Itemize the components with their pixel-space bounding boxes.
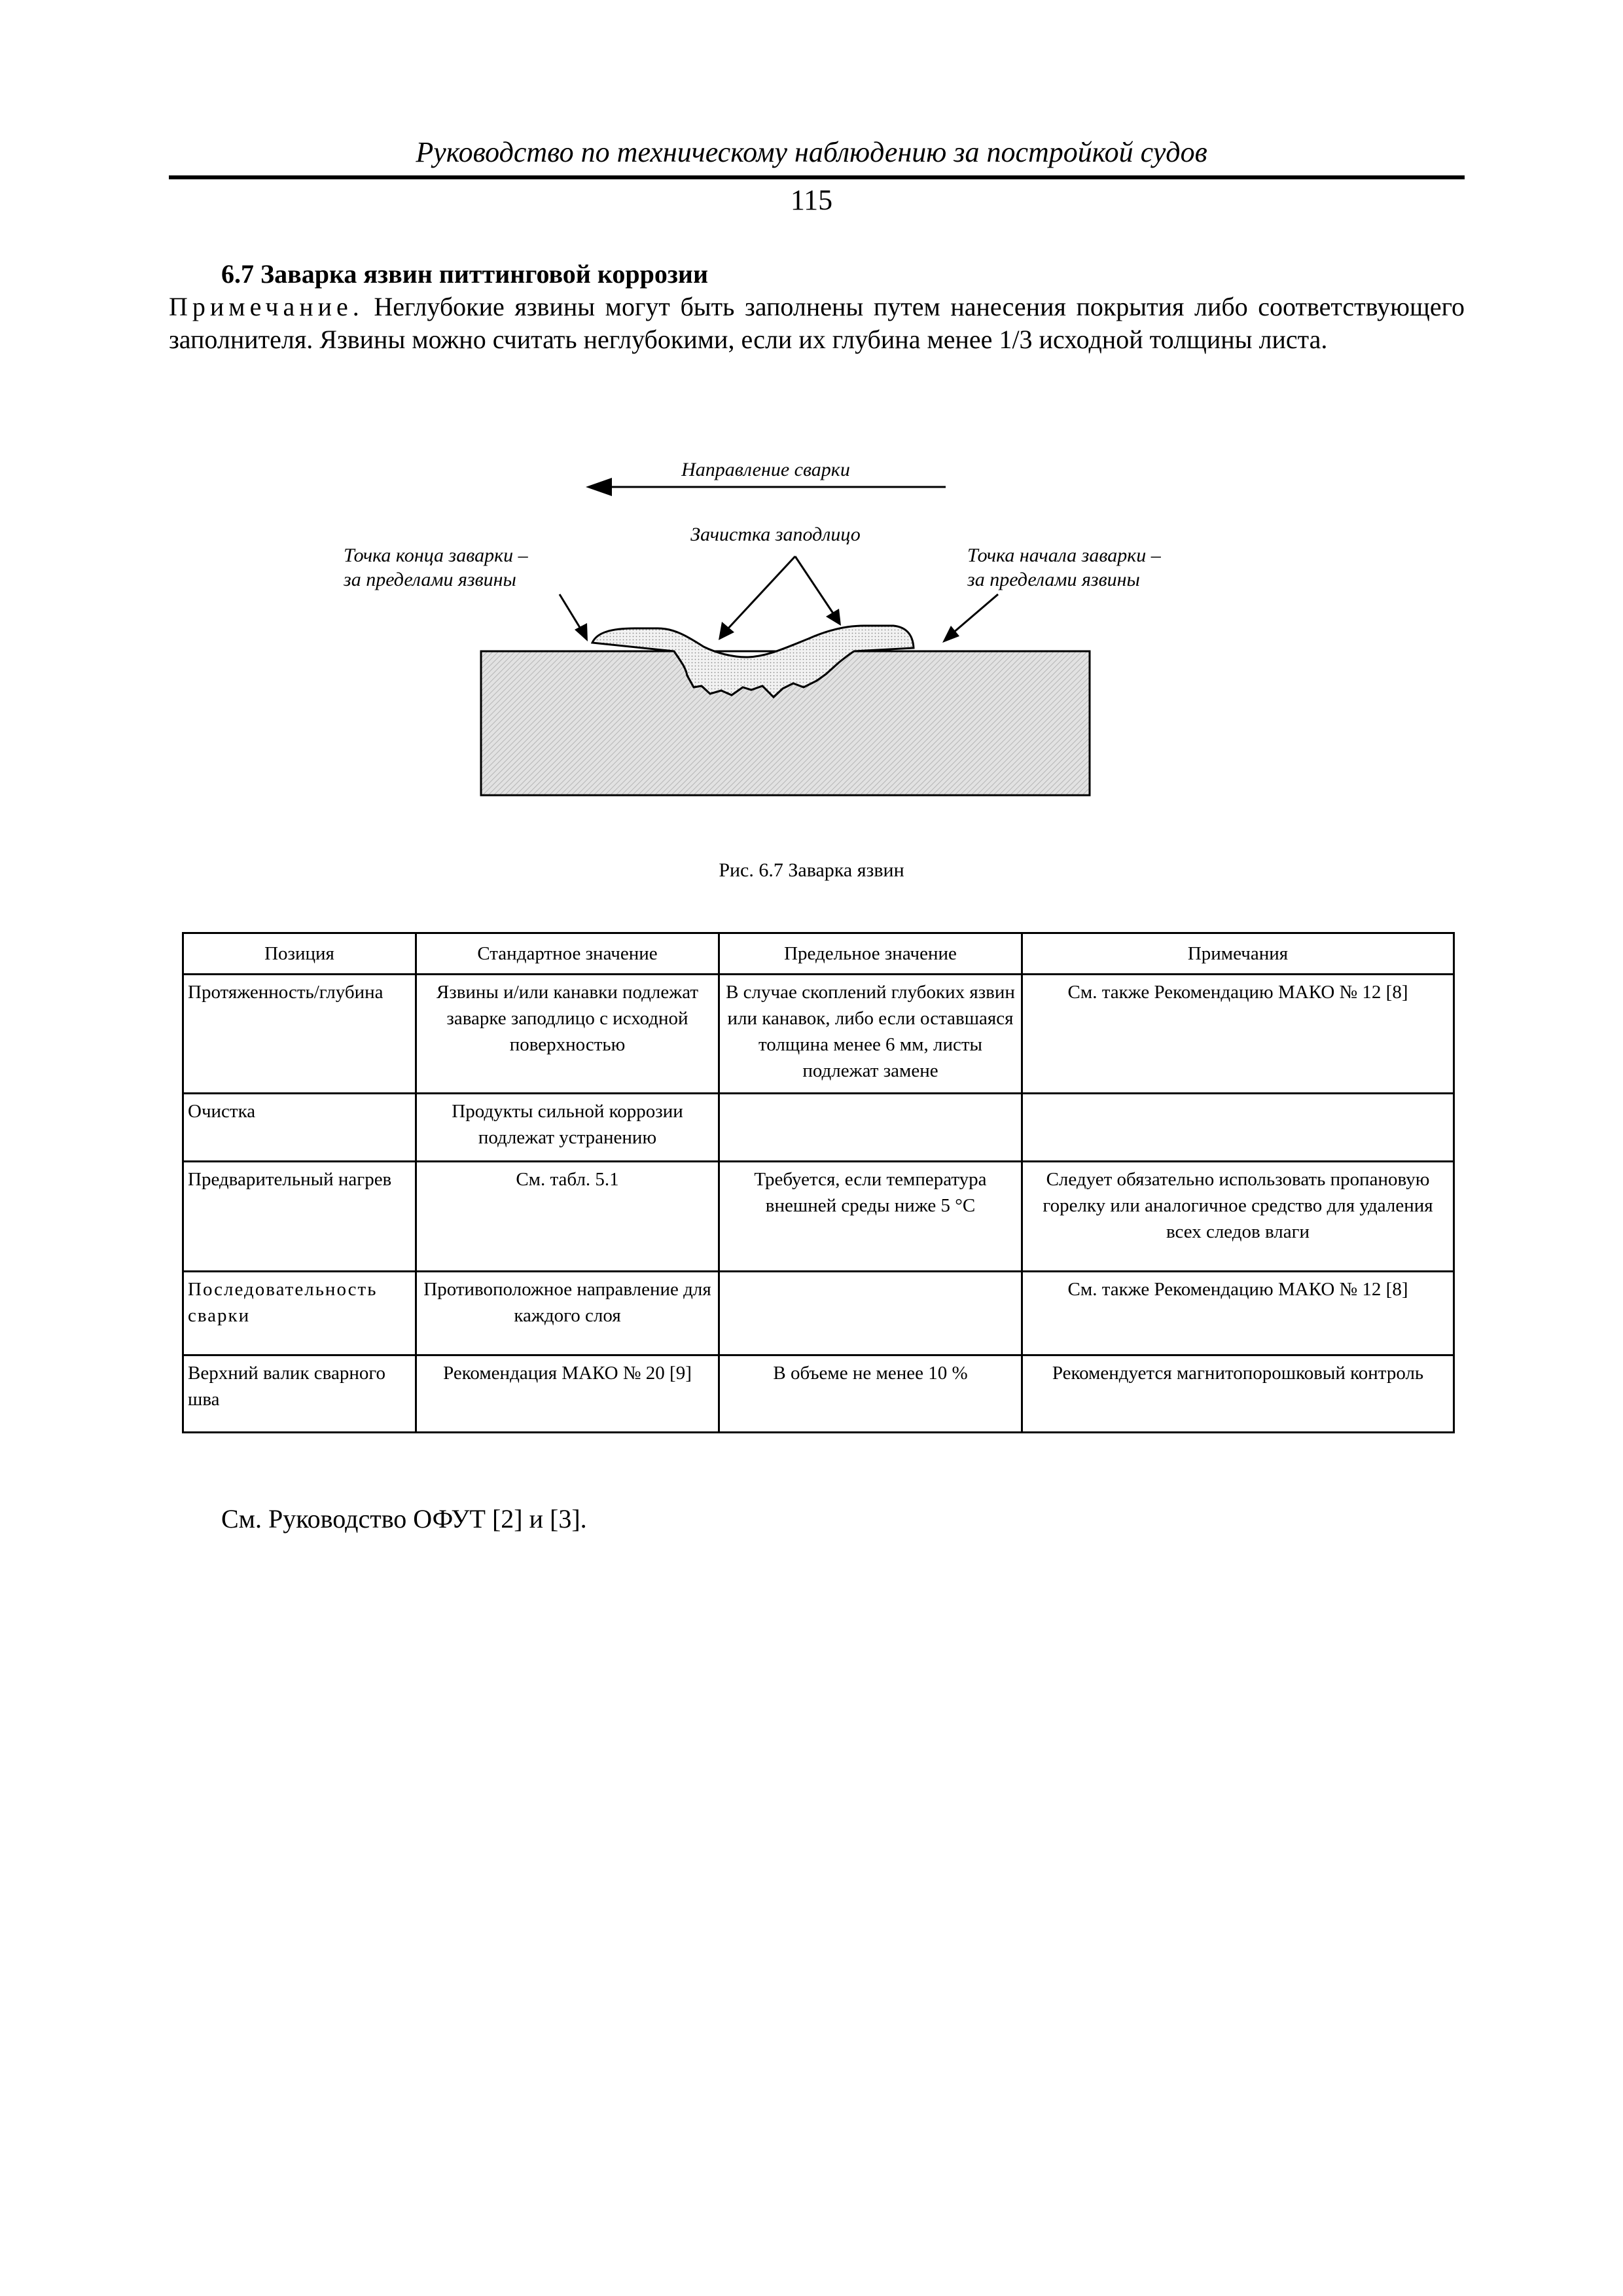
cleaning-arrow-right: [795, 556, 834, 615]
header-notes: Примечания: [1022, 933, 1454, 975]
cell-position: Очистка: [183, 1094, 416, 1162]
running-header: Руководство по техническому наблюдению за постройкой судов: [416, 136, 1207, 168]
header-position: Позиция: [183, 933, 416, 975]
table-row: [183, 1272, 1454, 1355]
cell-standard: Противоположное направление для каждого слоя: [416, 1272, 719, 1355]
cell-limit: В объеме не менее 10 %: [719, 1355, 1022, 1433]
requirements-table: [182, 932, 1455, 1433]
cell-notes: См. также Рекомендацию МАКО № 12 [8]: [1022, 975, 1454, 1094]
cell-standard: Язвины и/или канавки подлежат заварке заподлицо с исходной поверхностью: [416, 975, 719, 1094]
cell-limit: [719, 1272, 1022, 1355]
label-end-point-line2: за пределами язвины: [344, 569, 516, 590]
header-rule: [169, 175, 1465, 179]
direction-arrow-head: [586, 478, 612, 496]
note-text: Неглубокие язвины могут быть заполнены путем нанесения покрытия либо соответствующего заполнителя. Язвины можно считать неглубокими, если их глубина менее 1/3 исходной толщины листа.: [169, 292, 1465, 354]
table-row: [183, 1162, 1454, 1272]
table-row: [183, 1094, 1454, 1162]
cell-notes: См. также Рекомендацию МАКО № 12 [8]: [1022, 1272, 1454, 1355]
label-cleaning: Зачистка заподлицо: [690, 524, 861, 545]
cell-position: Предварительный нагрев: [183, 1162, 416, 1272]
start-point-arrow: [952, 594, 998, 634]
header-standard: Стандартное значение: [416, 933, 719, 975]
start-point-arrow-head: [942, 626, 959, 643]
cell-limit: Требуется, если температура внешней среды ниже 5 °С: [719, 1162, 1022, 1272]
label-start-point-line2: за пределами язвины: [967, 569, 1140, 590]
cell-standard: Продукты сильной коррозии подлежат устранению: [416, 1094, 719, 1162]
figure-caption: Рис. 6.7 Заварка язвин: [719, 859, 904, 881]
table-row: [183, 975, 1454, 1094]
note-label: Примечание.: [169, 292, 364, 321]
page-number: 115: [790, 184, 833, 216]
footer-reference: См. Руководство ОФУТ [2] и [3].: [221, 1504, 587, 1534]
cell-standard: Рекомендация МАКО № 20 [9]: [416, 1355, 719, 1433]
cleaning-arrow-right-head: [826, 609, 841, 626]
table-header-row: [183, 933, 1454, 975]
cell-limit: [719, 1094, 1022, 1162]
label-start-point-line1: Точка начала заварки –: [967, 545, 1161, 566]
welding-figure: [0, 439, 1623, 844]
table-row: [183, 1355, 1454, 1433]
cell-notes: Следует обязательно использовать пропановую горелку или аналогичное средство для удаления всех следов влаги: [1022, 1162, 1454, 1272]
note-paragraph: [169, 291, 1465, 356]
section-title: 6.7 Заварка язвин питтинговой коррозии: [221, 259, 709, 289]
cell-notes: [1022, 1094, 1454, 1162]
cell-limit: В случае скоплений глубоких язвин или канавок, либо если оставшаяся толщина менее 6 мм, листы подлежат замене: [719, 975, 1022, 1094]
cell-standard: См. табл. 5.1: [416, 1162, 719, 1272]
label-direction: Направление сварки: [681, 459, 850, 480]
cell-position: Протяженность/глубина: [183, 975, 416, 1094]
header-limit: Предельное значение: [719, 933, 1022, 975]
cell-notes: Рекомендуется магнитопорошковый контроль: [1022, 1355, 1454, 1433]
cleaning-arrow-left: [726, 556, 795, 630]
cell-position: Верхний валик сварного шва: [183, 1355, 416, 1433]
end-point-arrow: [560, 594, 581, 630]
end-point-arrow-head: [575, 623, 588, 641]
label-end-point-line1: Точка конца заварки –: [344, 545, 528, 566]
cell-position: Последовательность сварки: [183, 1272, 416, 1355]
